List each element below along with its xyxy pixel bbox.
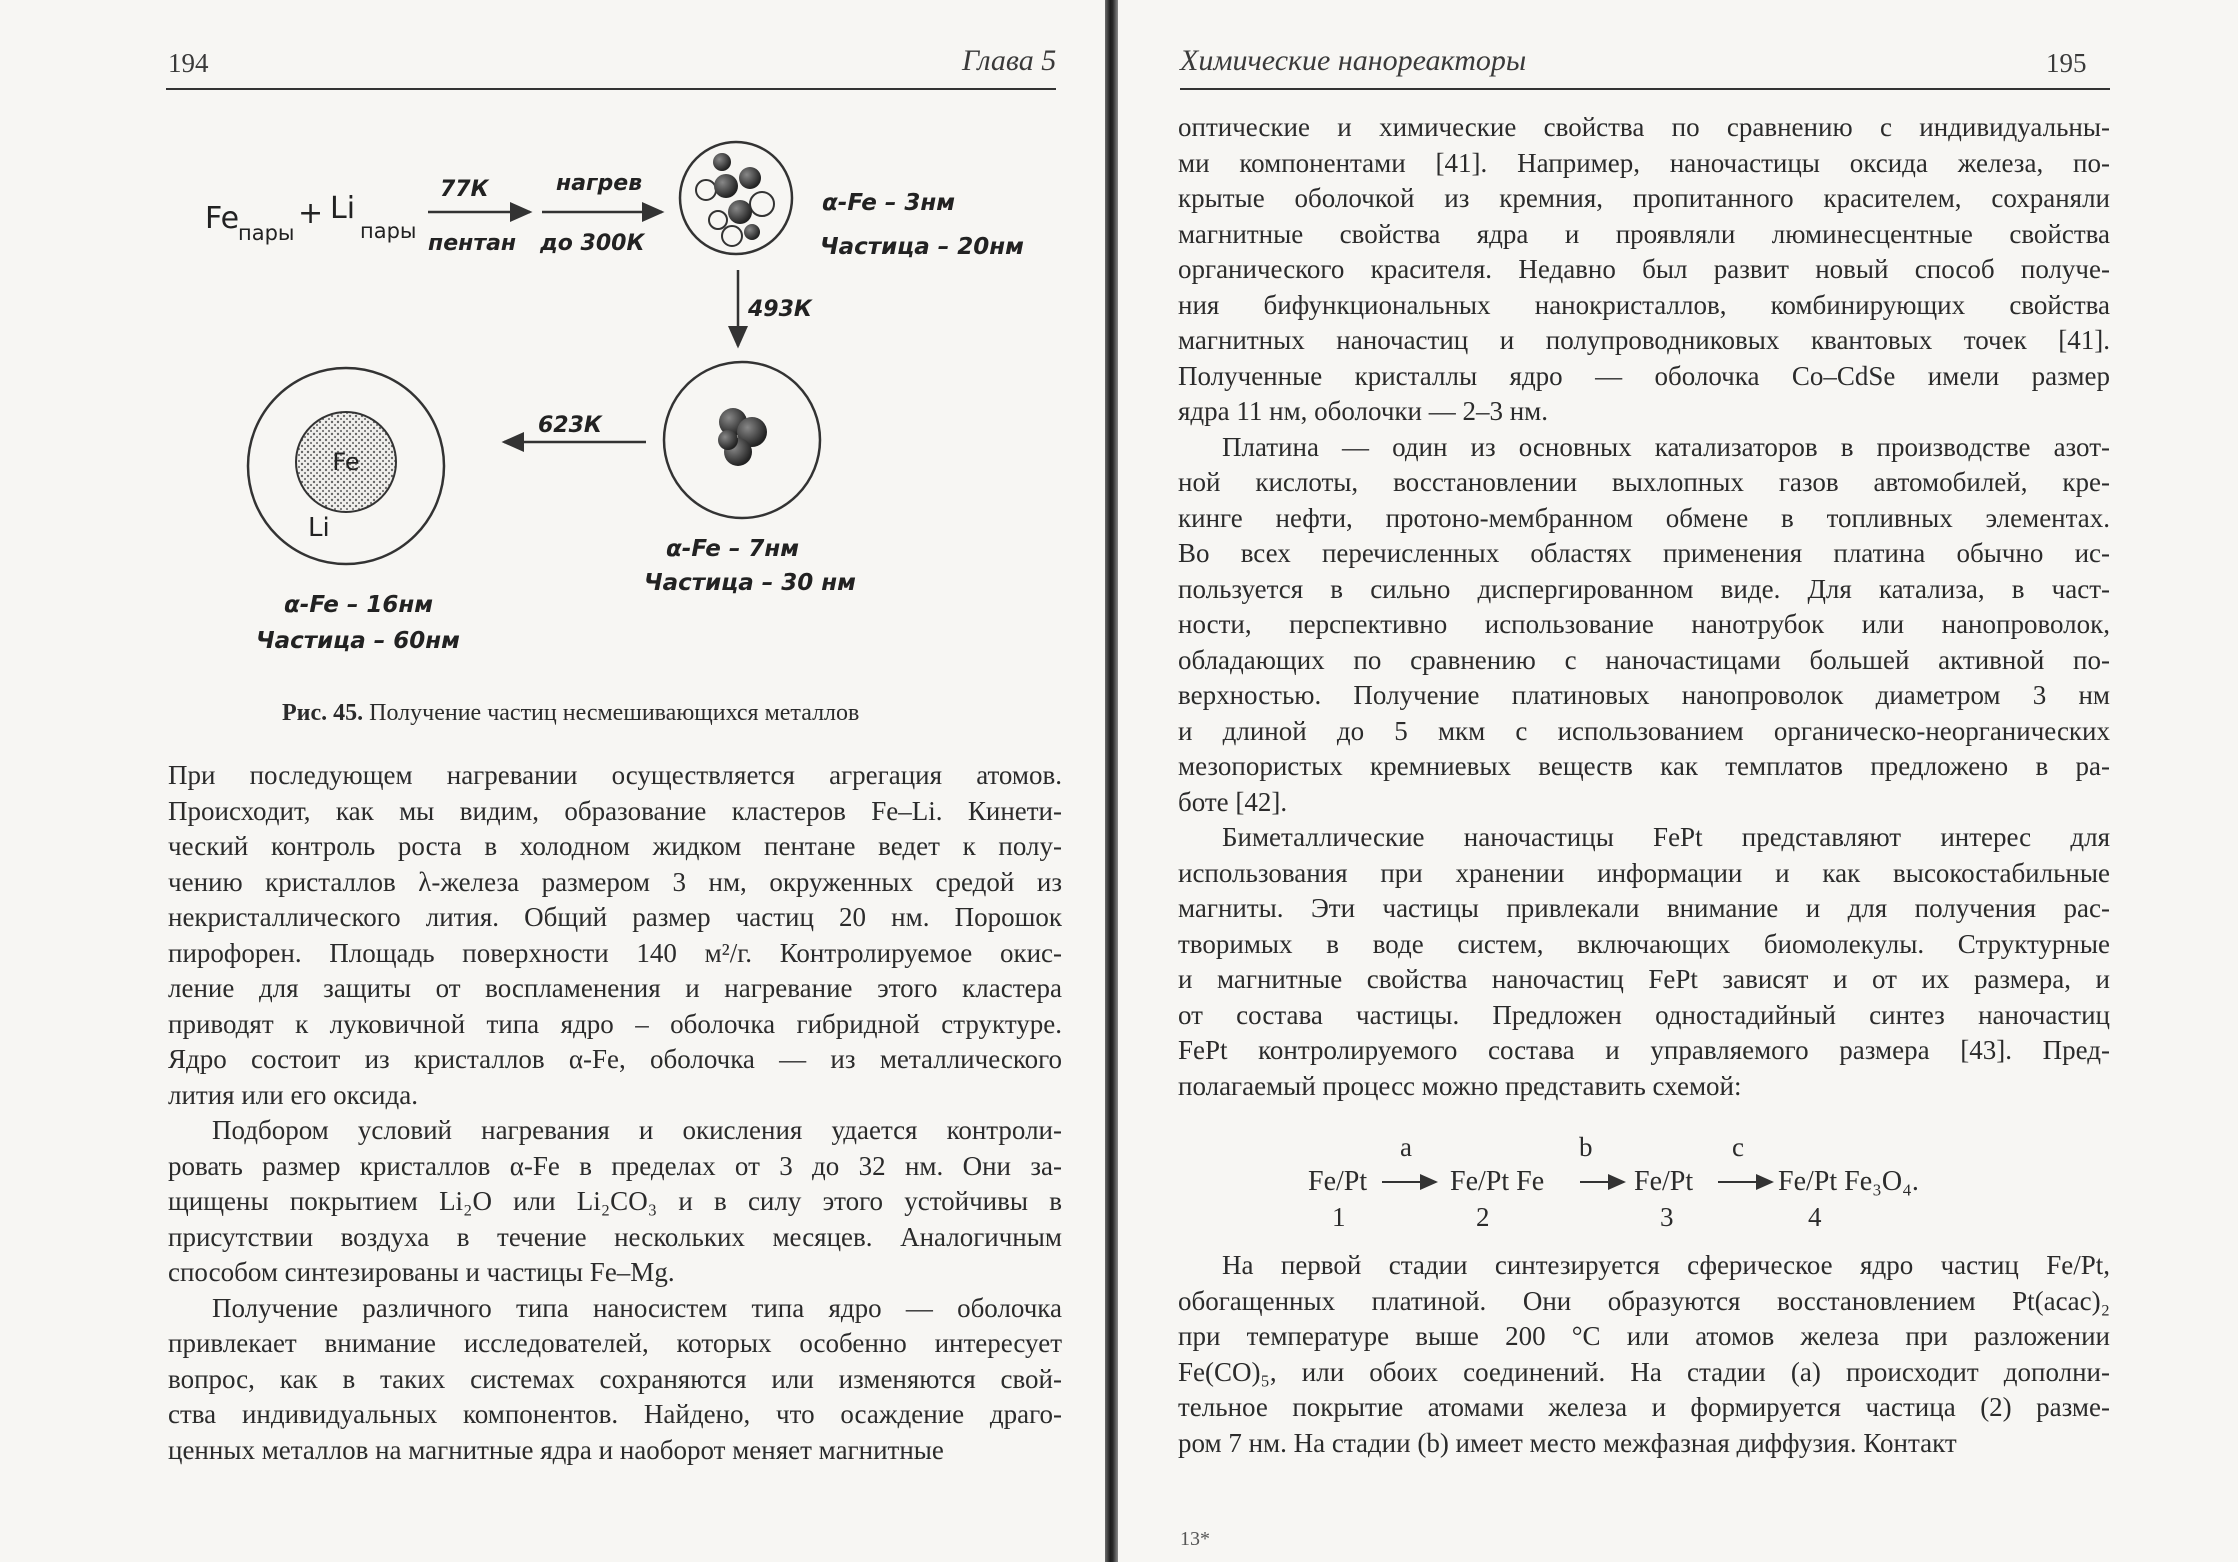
text-line: и длиной до 5 мкм с использованием органическо-неорганических [1178, 715, 2110, 746]
text-line: ми компонентами [41]. Например, наночастицы оксида железа, по- [1178, 147, 2110, 178]
running-head: Химические нанореакторы [1180, 44, 1527, 77]
plus-sign: + [298, 196, 324, 231]
shell-label: Li [308, 513, 330, 543]
text-line: кинге нефти, протоно-мембранном обмене в топливных элементах. [1178, 502, 2110, 533]
arrow2-bottom-label: до 300К [540, 231, 645, 256]
stage2-size-particle: Частица – 30 нм [644, 570, 856, 596]
scheme-species-3: Fe/Pt [1634, 1166, 1694, 1197]
text-line: ния бифункциональных нанокристаллов, комбинирующих свойства [1178, 289, 2110, 320]
text-line: пользуется в сильно диспергированном виде. Для катализа, в част- [1178, 573, 2110, 604]
text-line: магниты. Эти частицы привлекали внимание и для получения рас- [1178, 893, 2110, 923]
stage3-size-alpha: α-Fe – 16нм [284, 592, 434, 618]
text-line: привлекает внимание исследователей, которых особенно интересует [168, 1328, 1062, 1358]
caption-text: Получение частиц несмешивающихся металлов [369, 700, 860, 726]
reaction-scheme [1118, 1130, 2238, 1240]
scheme-label-c: c [1732, 1132, 1744, 1162]
text-line: органического красителя. Недавно был развит новый способ получе- [1178, 254, 2110, 284]
text-line: ной кислоты, восстановлении выхлопных газов автомобилей, кре- [1178, 467, 2110, 497]
right-body-text-bottom [1178, 1248, 2110, 1461]
right-page [1118, 0, 2238, 1562]
reactant-li: Li [330, 191, 356, 226]
text-line: некристаллического лития. Общий размер частиц 20 нм. Порошок [168, 902, 1062, 932]
right-body-text-top [1178, 110, 2110, 1104]
text-line: от состава частицы. Предложен одностадийный синтез наночастиц [1178, 999, 2110, 1030]
left-body-text [168, 758, 1062, 1468]
reactant-fe-sub: пары [238, 221, 295, 245]
text-line: Ядро состоит из кристаллов α-Fe, оболочка — из металлического [168, 1044, 1062, 1074]
text-line: вопрос, как в таких системах сохраняются или изменяются свой- [168, 1363, 1062, 1394]
scheme-number-2: 2 [1476, 1202, 1490, 1232]
reactant-fe: Fe [205, 201, 240, 236]
text-line: Платина — один из основных катализаторов в производстве азот- [1222, 431, 2110, 462]
stage2-size-alpha: α-Fe – 7нм [666, 536, 800, 562]
text-line: При последующем нагревании осуществляется агрегация атомов. [168, 760, 1062, 790]
left-page [0, 0, 1105, 1562]
figure-45-diagram [0, 0, 1105, 700]
text-line: использования при хранении информации и как высокостабильные [1178, 857, 2110, 888]
scheme-species-2: Fe/Pt Fe [1450, 1166, 1545, 1197]
arrow2-top-label: нагрев [556, 171, 643, 196]
text-line: Биметаллические наночастицы FePt представляют интерес для [1222, 822, 2110, 852]
intermediate-particle [664, 362, 820, 518]
text-line: боте [42]. [1178, 786, 1288, 817]
page-number: 195 [2046, 48, 2087, 78]
text-line: ром 7 нм. На стадии (b) имеет место межфазная диффузия. Контакт [1178, 1427, 1957, 1458]
text-line: FePt контролируемого состава и управляемого размера [43]. Пред- [1178, 1035, 2110, 1065]
arrow1-top-label: 77К [440, 177, 489, 202]
text-line: Подбором условий нагревания и окисления удается контроли- [212, 1115, 1062, 1145]
text-line: мезопористых кремниевых веществ как темплатов предложено в ра- [1178, 751, 2110, 781]
text-line: способом синтезированы и частицы Fe–Mg. [168, 1257, 675, 1287]
cluster-particle [680, 142, 792, 254]
text-line: творимых в воде систем, включающих биомолекулы. Структурные [1178, 928, 2110, 959]
text-line: ности, перспективно использование нанотрубок или нанопроволок, [1178, 609, 2110, 639]
text-line: магнитные свойства ядра и проявляли люминесцентные свойства [1178, 218, 2110, 249]
text-line: верхностью. Получение платиновых нанопроволок диаметром 3 нм [1178, 680, 2110, 710]
scheme-label-b: b [1579, 1132, 1593, 1162]
core-label: Fe [332, 448, 360, 476]
text-line: На первой стадии синтезируется сферическое ядро частиц Fe/Pt, [1222, 1250, 2110, 1280]
text-line: приводят к луковичной типа ядро – оболочка гибридной структуре. [168, 1008, 1062, 1039]
text-line: ства индивидуальных компонентов. Найдено, что осаждение драго- [168, 1399, 1062, 1429]
signature-mark: 13* [1180, 1528, 1210, 1550]
stage1-size-particle: Частица – 20нм [820, 234, 1024, 260]
text-line: пирофорен. Площадь поверхности 140 м²/г. Контролируемое окис- [168, 937, 1062, 968]
text-line: Полученные кристаллы ядро — оболочка Co–CdSe имели размер [1178, 360, 2110, 391]
text-line: обогащенных платиной. Они образуются восстановлением Pt(acac)₂ [1178, 1285, 2110, 1316]
reactant-li-sub: пары [360, 219, 417, 243]
text-line: и магнитные свойства наночастиц FePt зависят и от их размера, и [1178, 964, 2110, 994]
stage1-size-alpha: α-Fe – 3нм [822, 190, 956, 216]
scheme-number-1: 1 [1332, 1202, 1346, 1232]
text-line: при температуре выше 200 °С или атомов железа при разложении [1178, 1321, 2110, 1351]
scheme-number-3: 3 [1660, 1202, 1674, 1232]
arrow-left-label: 623К [538, 413, 602, 438]
text-line: Fe(CO)₅, или обоих соединений. На стадии (a) происходит дополни- [1178, 1356, 2110, 1387]
text-line: тельное покрытие атомами железа и формируется частица (2) разме- [1178, 1392, 2110, 1422]
text-line: лития или его оксида. [168, 1079, 418, 1110]
stage3-size-particle: Частица – 60нм [256, 628, 460, 654]
text-line: оптические и химические свойства по сравнению с индивидуальны- [1178, 112, 2110, 142]
text-line: обладающих по сравнению с наночастицами большей активной по- [1178, 644, 2110, 675]
book-gutter [1105, 0, 1118, 1562]
text-line: магнитных наночастиц и полупроводниковых квантовых точек [41]. [1178, 325, 2110, 355]
text-line: Получение различного типа наносистем типа ядро — оболочка [212, 1292, 1062, 1323]
text-line: чению кристаллов λ-железа размером 3 нм, окруженных средой из [168, 866, 1062, 897]
text-line: ровать размер кристаллов α-Fe в пределах от 3 до 32 нм. Они за- [168, 1150, 1062, 1181]
text-line: Происходит, как мы видим, образование кластеров Fe–Li. Кинети- [168, 795, 1062, 826]
text-line: ление для защиты от воспламенения и нагревание этого кластера [168, 973, 1062, 1003]
scheme-label-a: a [1400, 1132, 1412, 1162]
text-line: ческий контроль роста в холодном жидком пентане ведет к полу- [168, 831, 1062, 861]
text-line: ценных металлов на магнитные ядра и наоборот меняет магнитные [168, 1434, 944, 1465]
scheme-species-4: Fe/Pt Fe₃O₄. [1778, 1166, 1919, 1197]
caption-label: Рис. 45. [282, 700, 364, 726]
header-rule [1180, 88, 2110, 90]
page-number: 194 [168, 48, 209, 78]
text-line: полагаемый процесс можно представить схемой: [1178, 1070, 1742, 1101]
text-line: щищены покрытием Li₂O или Li₂CO₃ и в силу этого устойчивы в [168, 1186, 1062, 1216]
text-line: Во всех перечисленных областях применения платина обычно ис- [1178, 538, 2110, 568]
scheme-species-1: Fe/Pt [1308, 1166, 1368, 1197]
arrow-down-label: 493К [748, 297, 812, 322]
text-line: присутствии воздуха в течение нескольких месяцев. Аналогичным [168, 1221, 1062, 1252]
figure-caption [282, 700, 859, 727]
scheme-number-4: 4 [1808, 1202, 1822, 1232]
arrow1-bottom-label: пентан [428, 231, 517, 256]
text-line: ядра 11 нм, оболочки — 2–3 нм. [1178, 396, 1549, 426]
text-line: крытые оболочкой из кремния, пропитанного красителем, сохраняли [1178, 183, 2110, 213]
running-head: Глава 5 [962, 44, 1057, 77]
